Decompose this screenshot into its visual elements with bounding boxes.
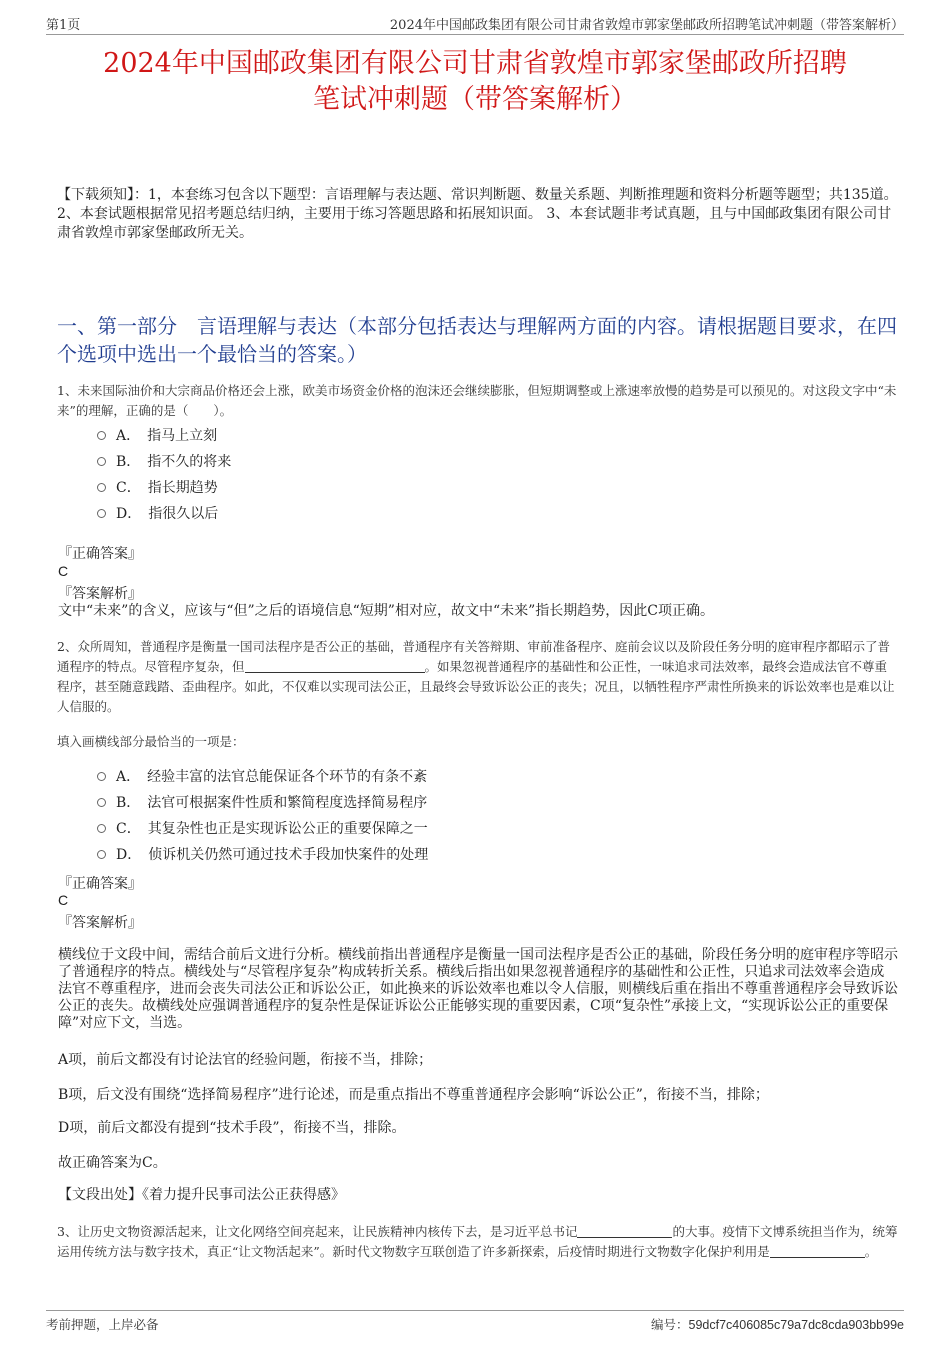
q2-source: 【文段出处】《着力提升民事司法公正获得感》 — [58, 1187, 345, 1203]
question-2-prompt: 填入画横线部分最恰当的一项是： — [57, 734, 245, 749]
q1-option-c[interactable]: C． 指长期趋势 — [97, 477, 218, 497]
question-1-text: 1、未来国际油价和大宗商品价格还会上涨，欧美市场资金价格的泡沫还会继续膨胀，但短期调整或上涨速率放慢的趋势是可以预见的。对这段文字中“未来”的理解，正确的是（ ）。 — [57, 383, 897, 418]
q1-correct-answer-label: 『正确答案』 — [58, 546, 142, 562]
document-title — [46, 46, 904, 118]
q1-analysis: 文中“未来”的含义，应该与“但”之后的语境信息“短期”相对应，故文中“未来”指长期趋势，因此C项正确。 — [58, 603, 714, 619]
download-notice: 【下载须知】：1，本套练习包含以下题型：言语理解与表达题、常识判断题、数量关系题、判断推理题和资料分析题等题型；共135道。 2、本套试题根据常见招考题总结归纳，主要用于练习答题思路和拓展知识面。 3、本套试题非考试真题，且与中国邮政集团有限公司甘肃省敦煌市郭家堡邮政所无关。 — [57, 187, 898, 241]
title-line-1: 2024年中国邮政集团有限公司甘肃省敦煌市郭家堡邮政所招聘 — [103, 48, 847, 79]
q1-option-b[interactable]: B． 指不久的将来 — [97, 451, 231, 471]
q2-note-d: D项，前后文都没有提到“技术手段”，衔接不当，排除。 — [58, 1120, 406, 1136]
page-header — [46, 14, 904, 35]
question-3-text: 3、让历史文物资源活起来，让文化网络空间亮起来，让民族精神内核传下去，是习近平总书记 的大事。疫情下文博系统担当作为，统筹运用传统方法与数字技术，真正“让文物活起来”。新时代文物数字互联创造了许多新探索，后疫情时期进行文物数字化保护利用是 。 — [57, 1224, 898, 1259]
radio-icon[interactable] — [97, 850, 106, 859]
fill-blank — [577, 1225, 672, 1238]
footer-slogan: 考前押题，上岸必备 — [46, 1317, 159, 1332]
q2-option-c[interactable]: C． 其复杂性也正是实现诉讼公正的重要保障之一 — [97, 818, 428, 838]
section-heading: 一、第一部分 言语理解与表达（本部分包括表达与理解两方面的内容。请根据题目要求，在四个选项中选出一个最恰当的答案。） — [57, 314, 897, 366]
footer-code: 编号：59dcf7c406085c79a7dc8cda903bb99e — [651, 1317, 904, 1332]
q2-conclusion: 故正确答案为C。 — [58, 1155, 167, 1171]
q1-correct-answer: C — [58, 563, 69, 579]
q2-correct-answer-label: 『正确答案』 — [58, 876, 142, 892]
title-line-2: 笔试冲刺题（带答案解析） — [313, 84, 637, 115]
page-number: 第1页 — [46, 18, 81, 33]
q2-option-a[interactable]: A． 经验丰富的法官总能保证各个环节的有条不紊 — [97, 766, 427, 786]
q2-analysis: 横线位于文段中间，需结合前后文进行分析。横线前指出普通程序是衡量一国司法程序是否公正的基础，阶段任务分明的庭审程序等昭示了普通程序的特点。横线处与“尽管程序复杂”构成转折关系。横线后指出如果忽视普通程序的基础性和公正性，只追求司法效率会造成法官不尊重程序，进而会丧失司法公正和诉讼公正，如此换来的诉讼效率也难以令人信服，则横线后重在指出不尊重普通程序会导致诉讼公正的丧失。故横线处应强调普通程序的复杂性是保证诉讼公正能够实现的重要因素，C项“复杂性”承接上文，“实现诉讼公正的重要保障”对应下文，当选。 — [58, 947, 898, 1031]
q2-note-b: B项，后文没有围绕“选择简易程序”进行论述，而是重点指出不尊重普通程序会影响“诉讼公正”，衔接不当，排除； — [58, 1087, 769, 1103]
question-2-text: 2、众所周知，普通程序是衡量一国司法程序是否公正的基础，普通程序有关答辩期、审前准备程序、庭前会议以及阶段任务分明的庭审程序都昭示了普通程序的特点。尽管程序复杂，但 。如果忽视普通程序的基础性和公正性，一味追求司法效率，最终会造成法官不尊重程序，甚至随意践踏、歪曲程序。如此，不仅难以实现司法公正，且最终会导致诉讼公正的丧失；况且，以牺牲程序严肃性所换来的诉讼效率也是难以让人信服的。 — [57, 639, 895, 714]
radio-icon[interactable] — [97, 509, 106, 518]
radio-icon[interactable] — [97, 772, 106, 781]
radio-icon[interactable] — [97, 457, 106, 466]
header-doc-title: 2024年中国邮政集团有限公司甘肃省敦煌市郭家堡邮政所招聘笔试冲刺题（带答案解析） — [389, 18, 904, 33]
radio-icon[interactable] — [97, 824, 106, 833]
q2-analysis-label: 『答案解析』 — [58, 915, 142, 931]
q2-option-b[interactable]: B． 法官可根据案件性质和繁简程度选择简易程序 — [97, 792, 427, 812]
radio-icon[interactable] — [97, 483, 106, 492]
q2-correct-answer: C — [58, 892, 69, 908]
q1-option-d[interactable]: D． 指很久以后 — [97, 503, 218, 523]
radio-icon[interactable] — [97, 431, 106, 440]
radio-icon[interactable] — [97, 798, 106, 807]
q1-analysis-label: 『答案解析』 — [58, 586, 142, 602]
q1-option-a[interactable]: A． 指马上立刻 — [97, 425, 217, 445]
fill-blank — [770, 1245, 865, 1258]
q2-option-d[interactable]: D． 侦诉机关仍然可通过技术手段加快案件的处理 — [97, 844, 428, 864]
q2-note-a: A项，前后文都没有讨论法官的经验问题，衔接不当，排除； — [58, 1052, 433, 1068]
page-footer — [46, 1310, 904, 1333]
fill-blank — [245, 660, 425, 673]
